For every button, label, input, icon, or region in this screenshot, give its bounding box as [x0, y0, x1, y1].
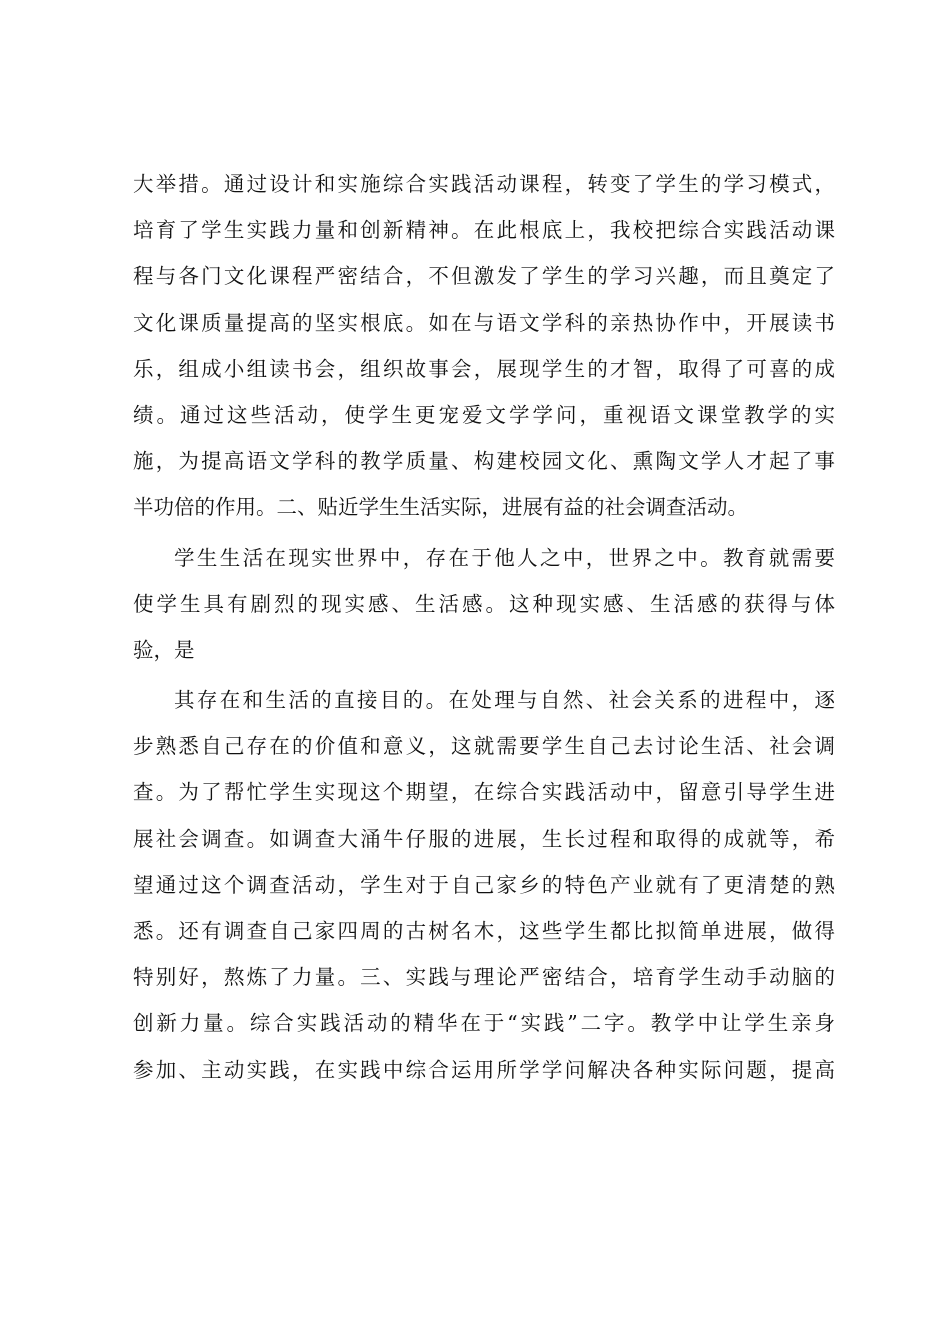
text-line: 半功倍的作用。二、贴近学生生活实际，进展有益的社会调查活动。 — [133, 495, 748, 520]
text-line: 展社会调查。如调查大涌牛仔服的进展，生长过程和取得的成就等，希 — [133, 826, 835, 851]
text-line: 创新力量。综合实践活动的精华在于“实践”二字。教学中让学生亲身 — [133, 1011, 835, 1036]
text-line: 文化课质量提高的坚实根底。如在与语文学科的亲热协作中，开展读书 — [133, 310, 835, 335]
text-line: 绩。通过这些活动，使学生更宠爱文学学问，重视语文课堂教学的实 — [133, 402, 835, 427]
text-line: 步熟悉自己存在的价值和意义，这就需要学生自己去讨论生活、社会调 — [133, 734, 835, 759]
text-line: 验，是 — [133, 637, 195, 662]
text-line: 培育了学生实践力量和创新精神。在此根底上，我校把综合实践活动课 — [133, 218, 835, 243]
text-line: 大举措。通过设计和实施综合实践活动课程，转变了学生的学习模式， — [133, 172, 835, 196]
text-line: 使学生具有剧烈的现实感、生活感。这种现实感、生活感的获得与体 — [133, 591, 835, 616]
text-line: 参加、主动实践，在实践中综合运用所学学问解决各种实际问题，提高 — [133, 1057, 835, 1082]
text-line: 施，为提高语文学科的教学质量、构建校园文化、熏陶文学人才起了事 — [133, 449, 835, 474]
body-text — [133, 161, 835, 1093]
text-line: 查。为了帮忙学生实现这个期望，在综合实践活动中，留意引导学生进 — [133, 780, 835, 805]
paragraph-first-line: 其存在和生活的直接目的。在处理与自然、社会关系的进程中，逐 — [174, 688, 835, 713]
text-line: 望通过这个调查活动，学生对于自己家乡的特色产业就有了更清楚的熟 — [133, 872, 835, 897]
text-line: 悉。还有调查自己家四周的古树名木，这些学生都比拟简单进展，做得 — [133, 919, 835, 943]
text-line: 特别好，熬炼了力量。三、实践与理论严密结合，培育学生动手动脑的 — [133, 965, 835, 990]
text-line: 乐，组成小组读书会，组织故事会，展现学生的才智，取得了可喜的成 — [133, 356, 835, 381]
paragraph-first-line: 学生生活在现实世界中，存在于他人之中，世界之中。教育就需要 — [174, 545, 835, 570]
text-line: 程与各门文化课程严密结合，不但激发了学生的学习兴趣，而且奠定了 — [133, 264, 835, 289]
